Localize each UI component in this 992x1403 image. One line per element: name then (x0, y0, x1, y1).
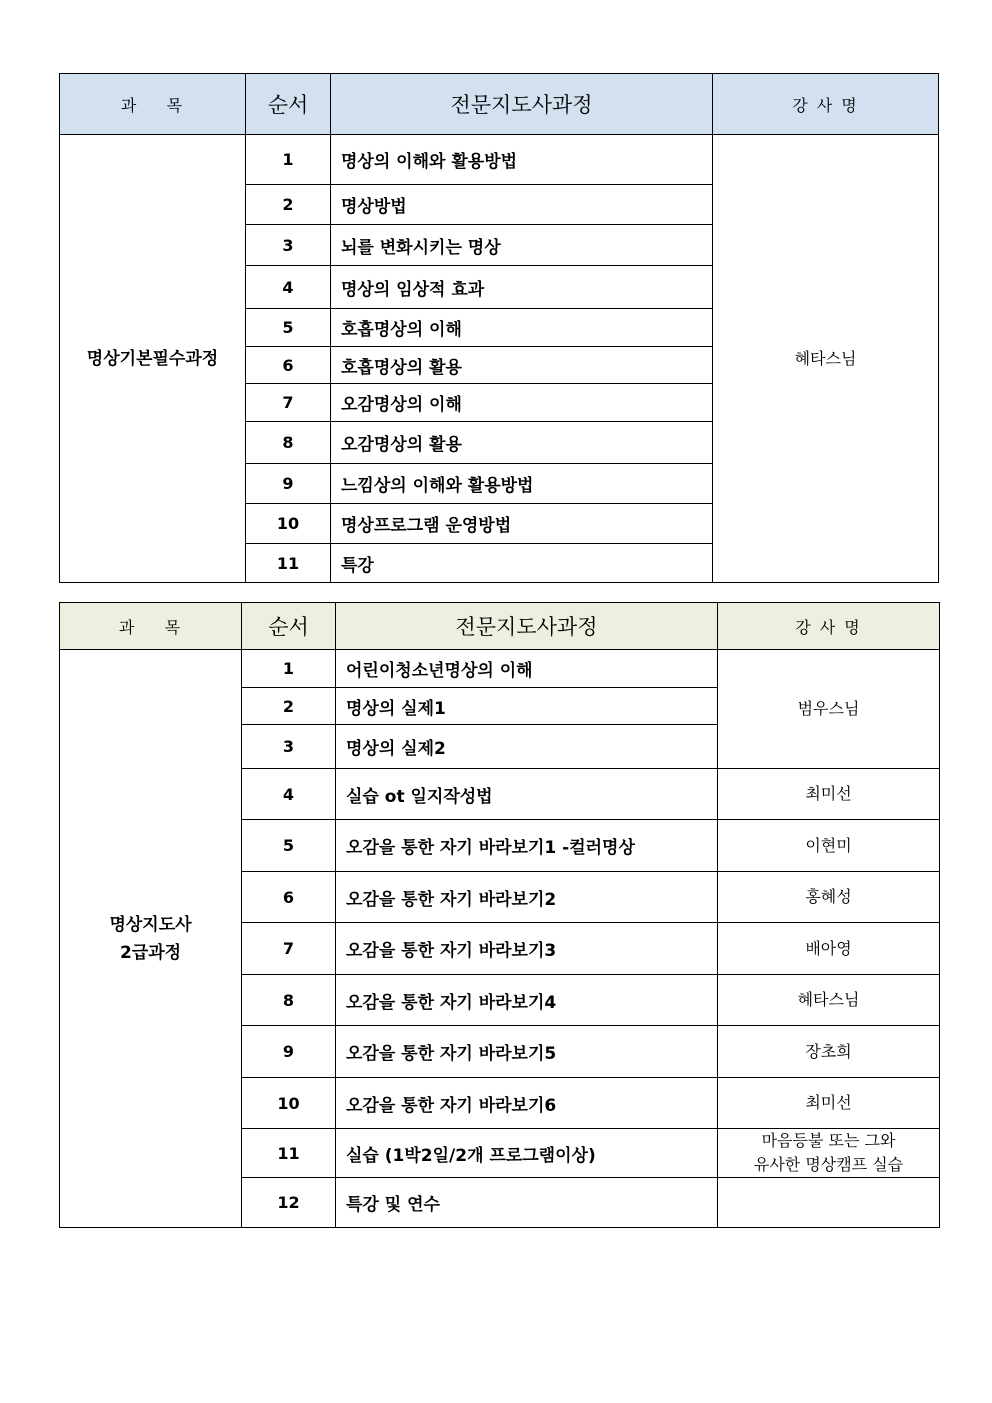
course-title: 오감을 통한 자기 바라보기3 (336, 923, 718, 975)
instructor-cell (718, 1129, 940, 1178)
course-title: 오감을 통한 자기 바라보기4 (336, 975, 718, 1026)
course-title: 느낌상의 이해와 활용방법 (331, 464, 713, 504)
row-number: 10 (246, 504, 331, 544)
subject-cell (60, 650, 242, 1228)
row-number: 6 (242, 872, 336, 923)
header-order: 순서 (246, 74, 331, 135)
instructor-cell: 장초희 (718, 1026, 940, 1078)
row-number: 9 (246, 464, 331, 504)
course-title: 실습 (1박2일/2개 프로그램이상) (336, 1129, 718, 1178)
course-title: 명상의 임상적 효과 (331, 266, 713, 309)
row-number: 5 (242, 820, 336, 872)
row-number: 3 (246, 225, 331, 266)
header-course: 전문지도사과정 (331, 74, 713, 135)
row-number: 5 (246, 309, 331, 347)
row-number: 8 (246, 422, 331, 464)
header-course: 전문지도사과정 (336, 603, 718, 650)
row-number: 12 (242, 1178, 336, 1228)
row-number: 11 (242, 1129, 336, 1178)
course-title: 오감을 통한 자기 바라보기5 (336, 1026, 718, 1078)
row-number: 10 (242, 1078, 336, 1129)
header-subject: 과 목 (60, 603, 242, 650)
subject-line-2: 2급과정 (119, 942, 182, 963)
instructor-cell: 홍혜성 (718, 872, 940, 923)
course-title: 명상방법 (331, 185, 713, 225)
row-number: 7 (242, 923, 336, 975)
instructor-cell: 이현미 (718, 820, 940, 872)
course-title: 명상의 실제1 (336, 688, 718, 725)
course-title: 호흡명상의 이해 (331, 309, 713, 347)
instructor-cell: 배아영 (718, 923, 940, 975)
header-subject: 과 목 (60, 74, 246, 135)
course-title: 호흡명상의 활용 (331, 347, 713, 384)
header-order: 순서 (242, 603, 336, 650)
row-number: 3 (242, 725, 336, 769)
row-number: 4 (246, 266, 331, 309)
row-number: 7 (246, 384, 331, 422)
course-title: 명상의 이해와 활용방법 (331, 135, 713, 185)
row-number: 2 (246, 185, 331, 225)
course-title: 뇌를 변화시키는 명상 (331, 225, 713, 266)
instructor-line-1: 마음등불 또는 그와 (761, 1131, 896, 1150)
subject-line-1: 명상지도사 (109, 914, 192, 935)
course-title: 오감을 통한 자기 바라보기6 (336, 1078, 718, 1129)
row-number: 11 (246, 544, 331, 583)
row-number: 9 (242, 1026, 336, 1078)
instructor-cell: 최미선 (718, 1078, 940, 1129)
header-instructor: 강 사 명 (713, 74, 939, 135)
course-title: 특강 및 연수 (336, 1178, 718, 1228)
row-number: 2 (242, 688, 336, 725)
row-number: 4 (242, 769, 336, 820)
instructor-line-2: 유사한 명상캠프 실습 (753, 1155, 904, 1174)
course-title: 오감을 통한 자기 바라보기1 -컬러명상 (336, 820, 718, 872)
row-number: 6 (246, 347, 331, 384)
instructor-cell: 혜타스님 (718, 975, 940, 1026)
instructor-cell: 혜타스님 (713, 135, 939, 583)
course-table-basic (59, 73, 939, 583)
course-table-level2 (59, 602, 940, 1228)
course-title: 명상의 실제2 (336, 725, 718, 769)
course-title: 오감명상의 이해 (331, 384, 713, 422)
header-instructor: 강 사 명 (718, 603, 940, 650)
course-title: 오감명상의 활용 (331, 422, 713, 464)
course-title: 어린이청소년명상의 이해 (336, 650, 718, 688)
course-title: 특강 (331, 544, 713, 583)
row-number: 1 (242, 650, 336, 688)
course-title: 실습 ot 일지작성법 (336, 769, 718, 820)
row-number: 8 (242, 975, 336, 1026)
subject-cell: 명상기본필수과정 (60, 135, 246, 583)
instructor-cell: 범우스님 (718, 650, 940, 769)
course-title: 명상프로그램 운영방법 (331, 504, 713, 544)
row-number: 1 (246, 135, 331, 185)
instructor-cell: 최미선 (718, 769, 940, 820)
instructor-cell (718, 1178, 940, 1228)
course-title: 오감을 통한 자기 바라보기2 (336, 872, 718, 923)
